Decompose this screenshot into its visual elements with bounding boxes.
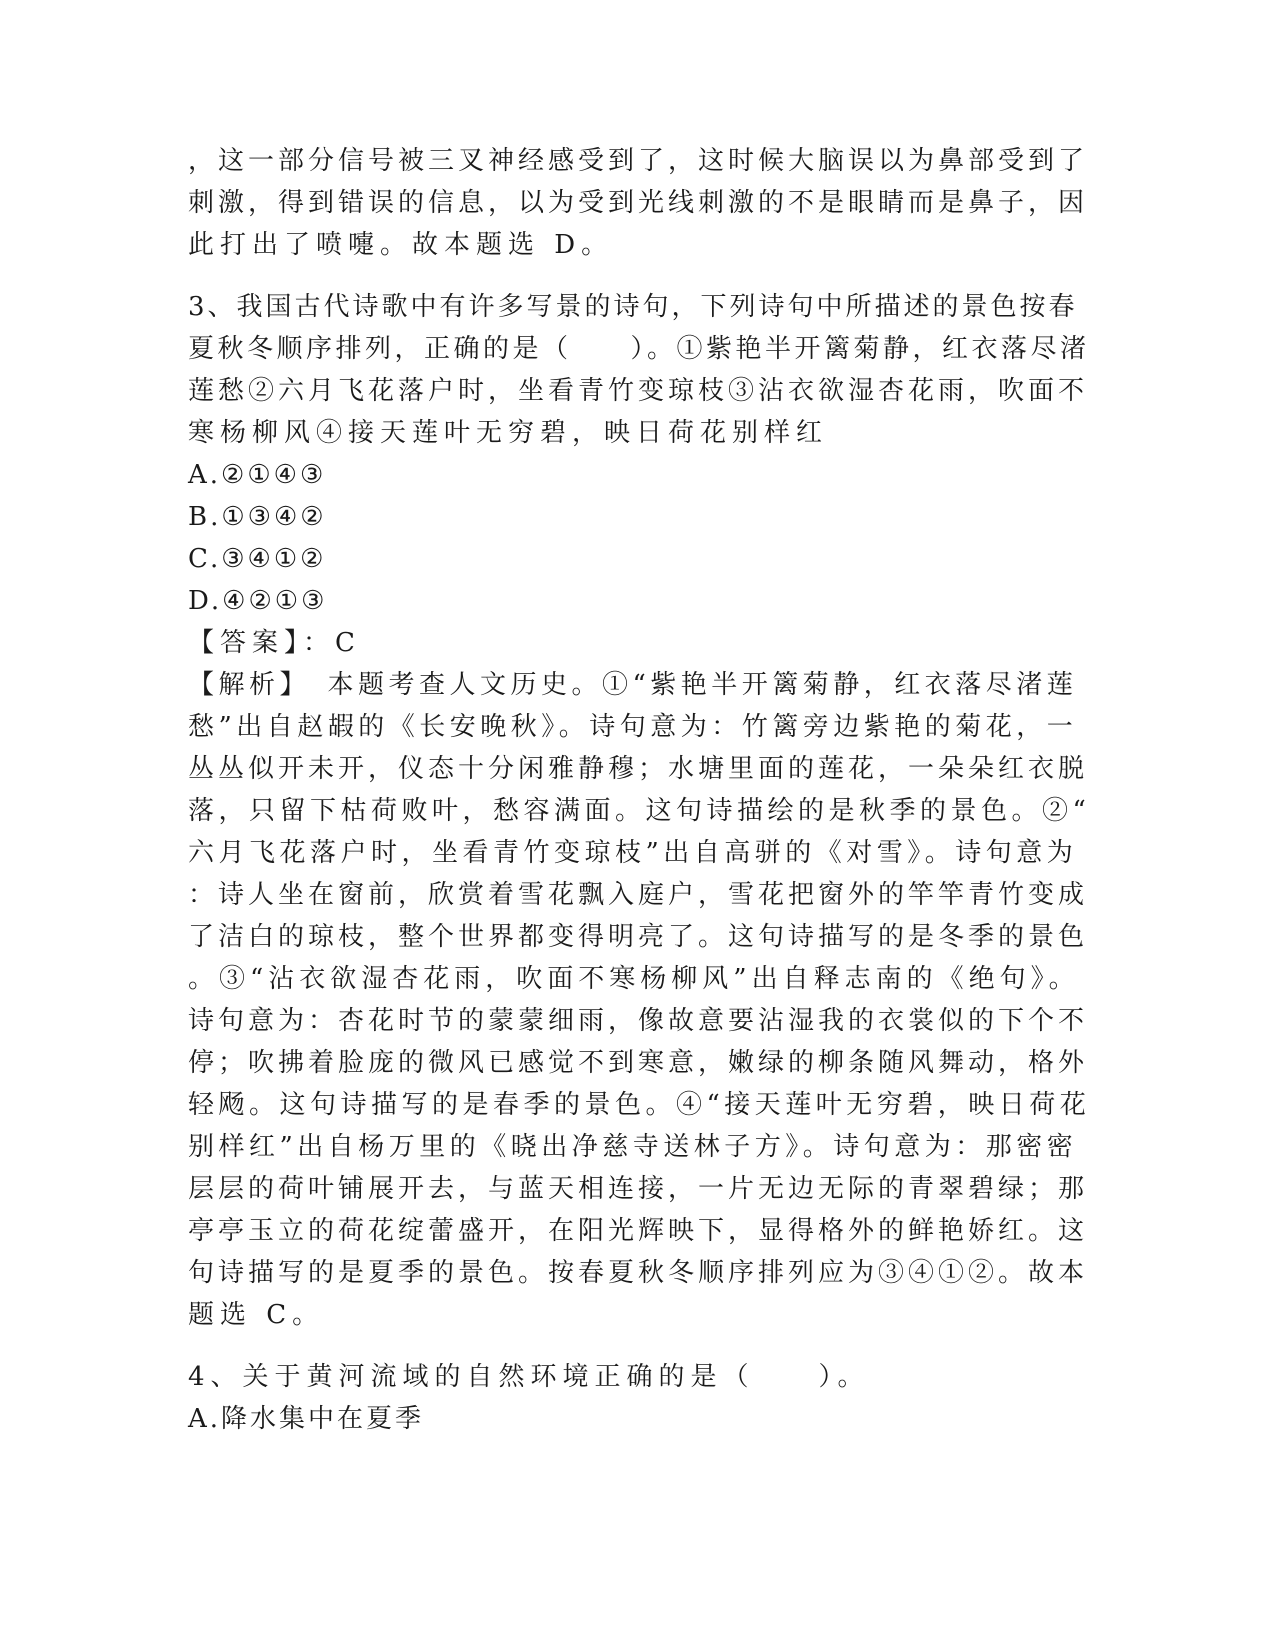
prev-explanation-line: ，这一部分信号被三叉神经感受到了，这时候大脑误以为鼻部受到了 (188, 146, 1089, 176)
question-3-stem-line: 3、我国古代诗歌中有许多写景的诗句，下列诗句中所描述的景色按春 (188, 292, 1078, 322)
question-4-option-a: A.降水集中在夏季 (188, 1404, 425, 1434)
question-3-analysis-line: ：诗人坐在窗前，欣赏着雪花飘入庭户，雪花把窗外的竿竿青竹变成 (188, 880, 1089, 910)
question-3-analysis-line: 停；吹拂着脸庞的微风已感觉不到寒意，嫩绿的柳条随风舞动，格外 (188, 1048, 1089, 1078)
question-3-analysis-line: 轻飏。这句诗描写的是春季的景色。④“接天莲叶无穷碧，映日荷花 (188, 1090, 1091, 1120)
question-3-analysis-line: 句诗描写的是夏季的景色。按春夏秋冬顺序排列应为③④①②。故本 (188, 1258, 1089, 1288)
question-3-stem-line: 夏秋冬顺序排列，正确的是（ ）。①紫艳半开篱菊静，红衣落尽渚 (188, 334, 1090, 364)
question-3-stem-line: 寒杨柳风④接天莲叶无穷碧，映日荷花别样红 (188, 418, 829, 448)
question-3-analysis-line: 丛丛似开未开，仪态十分闲雅静穆；水塘里面的莲花，一朵朵红衣脱 (188, 754, 1089, 784)
question-4-stem: 4、关于黄河流域的自然环境正确的是（ ）。 (188, 1362, 870, 1392)
question-3-option-c: C.③④①② (188, 544, 327, 574)
question-3-analysis-line: 落，只留下枯荷败叶，愁容满面。这句诗描绘的是秋季的景色。②“ (188, 796, 1091, 826)
question-3-analysis-line: 层层的荷叶铺展开去，与蓝天相连接，一片无边无际的青翠碧绿；那 (188, 1174, 1089, 1204)
prev-explanation-line: 刺激，得到错误的信息，以为受到光线刺激的不是眼睛而是鼻子，因 (188, 188, 1089, 218)
question-3-analysis-line: 了洁白的琼枝，整个世界都变得明亮了。这句诗描写的是冬季的景色 (188, 922, 1089, 952)
question-3-analysis-line: 题选 C。 (188, 1300, 325, 1330)
question-3-analysis-line: 【解析】 本题考查人文历史。①“紫艳半开篱菊静，红衣落尽渚莲 (188, 670, 1078, 700)
question-3-analysis-line: 。③“沾衣欲湿杏花雨，吹面不寒杨柳风”出自释志南的《绝句》。 (188, 964, 1080, 994)
prev-explanation-line: 此打出了喷嚏。故本题选 D。 (188, 230, 614, 260)
question-3-analysis-line: 亭亭玉立的荷花绽蕾盛开，在阳光辉映下，显得格外的鲜艳娇红。这 (188, 1216, 1089, 1246)
question-3-analysis-line: 六月飞花落户时，坐看青竹变琼枝”出自高骈的《对雪》。诗句意为 (188, 838, 1078, 868)
question-3-option-a: A.②①④③ (188, 460, 327, 490)
question-3-option-d: D.④②①③ (188, 586, 328, 616)
question-3-analysis-line: 诗句意为：杏花时节的蒙蒙细雨，像故意要沾湿我的衣裳似的下个不 (188, 1006, 1089, 1036)
question-3-analysis-line: 别样红”出自杨万里的《晓出净慈寺送林子方》。诗句意为：那密密 (188, 1132, 1078, 1162)
question-3-stem-line: 莲愁②六月飞花落户时，坐看青竹变琼枝③沾衣欲湿杏花雨，吹面不 (188, 376, 1089, 406)
question-3-answer: 【答案】：C (188, 628, 361, 658)
question-3-analysis-line: 愁”出自赵嘏的《长安晚秋》。诗句意为：竹篱旁边紫艳的菊花，一 (188, 712, 1078, 742)
question-3-option-b: B.①③④② (188, 502, 327, 532)
